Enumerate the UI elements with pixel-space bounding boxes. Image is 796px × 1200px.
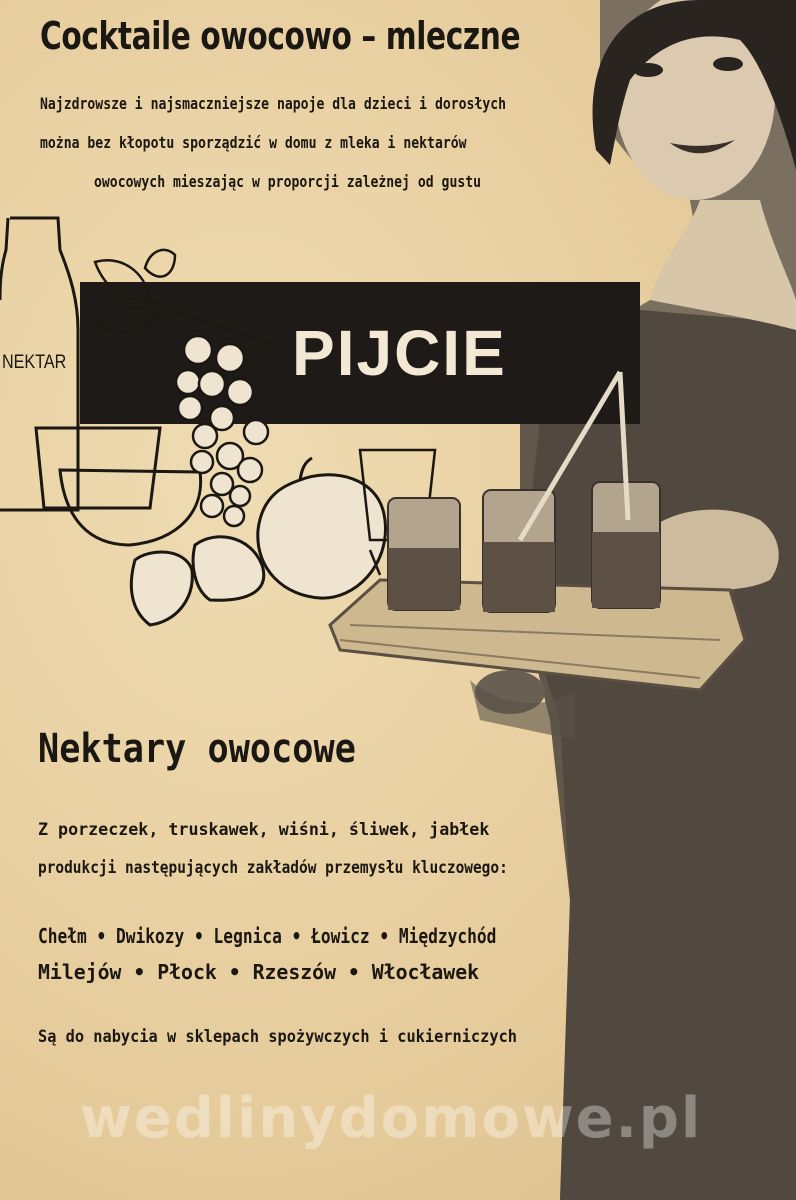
banner-text: PIJCIE (292, 317, 507, 389)
cities-line-1: Chełm • Dwikozy • Legnica • Łowicz • Międzychód (38, 924, 497, 948)
section-heading: Nektary owocowe (38, 726, 356, 772)
bottle-label: NEKTAR (2, 352, 67, 373)
page-title: Cocktaile owocowo – mleczne (40, 14, 521, 58)
footer-text: Są do nabycia w sklepach spożywczych i cukierniczych (38, 1027, 517, 1047)
cities-line-2: Milejów • Płock • Rzeszów • Włocławek (38, 960, 480, 984)
strawberries-drawing (131, 537, 263, 625)
body-line-2: produkcji następujących zakładów przemysłu kluczowego: (38, 858, 508, 878)
intro-line-3: owocowych mieszając w proporcji zależnej od gustu (94, 172, 482, 191)
body-line-1: Z porzeczek, truskawek, wiśni, śliwek, jabłek (38, 820, 490, 840)
watermark: wedlinydomowe.pl (80, 1086, 703, 1151)
intro-line-1: Najzdrowsze i najsmaczniejsze napoje dla dzieci i dorosłych (40, 94, 507, 113)
bowl-drawing (36, 428, 201, 545)
intro-line-2: można bez kłopotu sporządzić w domu z mleka i nektarów (40, 133, 467, 152)
apple-drawing (258, 458, 386, 598)
